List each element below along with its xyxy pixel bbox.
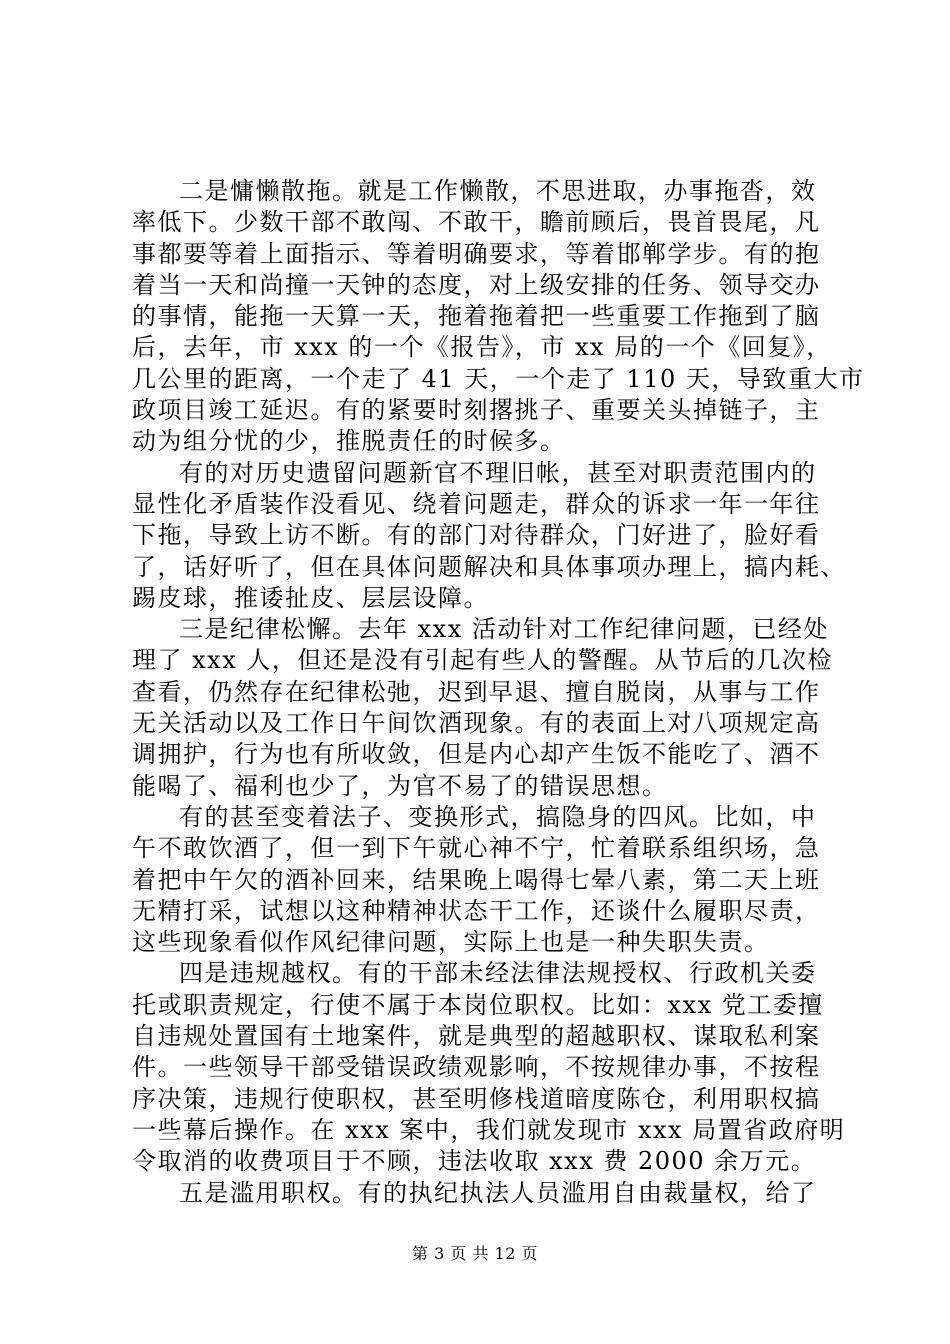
paragraph-line: 理了 xxx 人，但还是没有引起有些人的警醒。从节后的几次检 (132, 646, 833, 675)
paragraph-line: 的事情，能拖一天算一天，拖着拖着把一些重要工作拖到了脑 (132, 302, 821, 331)
paragraph-line: 动为组分忧的少，推脱责任的时候多。 (132, 427, 566, 456)
paragraph-line: 率低下。少数干部不敢闯、不敢干，瞻前顾后，畏首畏尾，凡 (132, 208, 821, 237)
paragraph-line: 事都要等着上面指示、等着明确要求，等着邯郸学步。有的抱 (132, 239, 821, 268)
paragraph-line: 自违规处置国有土地案件，就是典型的超越职权、谋取私利案 (132, 1022, 821, 1051)
paragraph-line: 踢皮球，推诿扯皮、层层设障。 (132, 583, 489, 612)
paragraph-line: 无关活动以及工作日午间饮酒现象。有的表面上对八项规定高 (132, 709, 821, 738)
paragraph-line: 有的甚至变着法子、变换形式，搞隐身的四风。比如，中 (179, 802, 817, 831)
paragraph-line: 后，去年，市 xxx 的一个《报告》，市 xx 局的一个《回复》， (132, 333, 832, 362)
paragraph-line: 件。一些领导干部受错误政绩观影响，不按规律办事，不按程 (132, 1053, 821, 1082)
paragraph-line: 无精打采，试想以这种精神状态干工作，还谈什么履职尽责， (132, 896, 821, 925)
paragraph-line: 一些幕后操作。在 xxx 案中，我们就发现市 xxx 局置省政府明 (132, 1115, 846, 1144)
paragraph-line: 几公里的距离，一个走了 41 天，一个走了 110 天，导致重大市 (132, 364, 865, 393)
paragraph-line: 托或职责规定，行使不属于本岗位职权。比如：xxx 党工委擅 (132, 990, 824, 1019)
paragraph-line: 着把中午欠的酒补回来，结果晚上喝得七晕八素，第二天上班 (132, 865, 821, 894)
paragraph-line: 有的对历史遗留问题新官不理旧帐，甚至对职责范围内的 (179, 458, 817, 487)
paragraph-line: 显性化矛盾装作没看见、绕着问题走，群众的诉求一年一年往 (132, 489, 821, 518)
page-footer: 第 3 页 共 12 页 (412, 1244, 538, 1263)
paragraph-line: 查看，仍然存在纪律松弛，迟到早退、擅自脱岗，从事与工作 (132, 677, 821, 706)
paragraph-line: 这些现象看似作风纪律问题，实际上也是一种失职失责。 (132, 928, 770, 957)
paragraph-line: 四是违规越权。有的干部未经法律法规授权、行政机关委 (179, 959, 817, 988)
paragraph-line: 下拖，导致上访不断。有的部门对待群众，门好进了，脸好看 (132, 521, 821, 550)
paragraph-line: 着当一天和尚撞一天钟的态度，对上级安排的任务、领导交办 (132, 270, 821, 299)
paragraph-line: 三是纪律松懈。去年 xxx 活动针对工作纪律问题，已经处 (179, 615, 829, 644)
paragraph-line: 政项目竣工延迟。有的紧要时刻撂挑子、重要关头掉链子，主 (132, 396, 821, 425)
paragraph-line: 二是慵懒散拖。就是工作懒散，不思进取，办事拖沓，效 (179, 177, 817, 205)
paragraph-line: 了，话好听了，但在具体问题解决和具体事项办理上，搞内耗、 (132, 552, 846, 581)
paragraph-line: 调拥护，行为也有所收敛，但是内心却产生饭不能吃了、酒不 (132, 740, 821, 769)
paragraph-line: 能喝了、福利也少了，为官不易了的错误思想。 (132, 771, 668, 800)
paragraph-line: 序决策，违规行使职权，甚至明修栈道暗度陈仓，利用职权搞 (132, 1084, 821, 1113)
paragraph-line: 令取消的收费项目于不顾，违法收取 xxx 费 2000 余万元。 (132, 1147, 817, 1176)
document-body (132, 176, 865, 1209)
paragraph-line: 午不敢饮酒了，但一到下午就心神不宁，忙着联系组织场，急 (132, 834, 821, 863)
paragraph-line: 五是滥用职权。有的执纪执法人员滥用自由裁量权，给了 (179, 1178, 817, 1207)
